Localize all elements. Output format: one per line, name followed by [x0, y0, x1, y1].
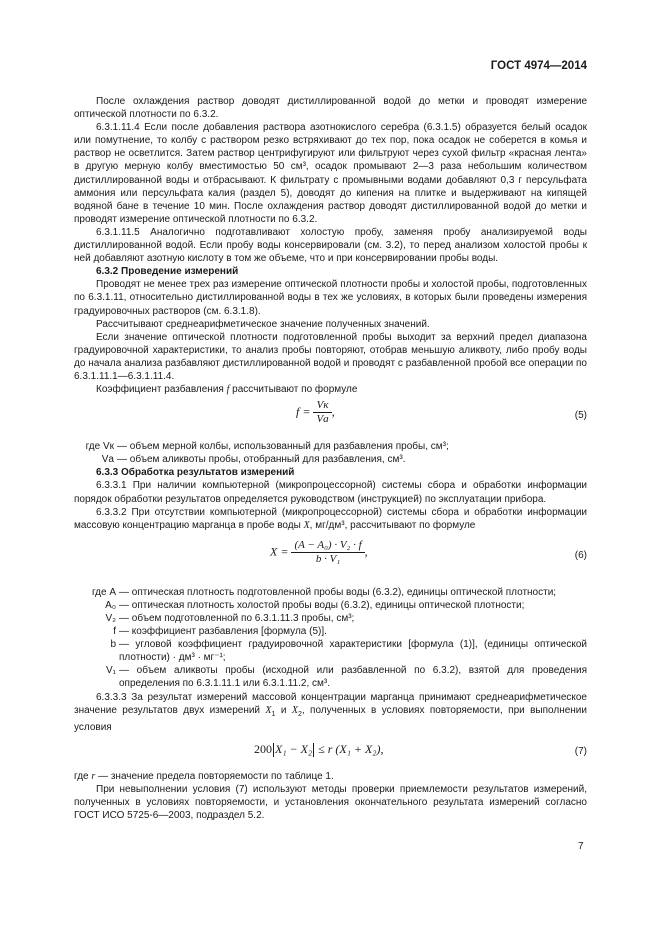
definition-text: — объем аликвоты пробы, отобранный для разбавления, см³.: [117, 454, 406, 466]
text: где: [74, 770, 92, 782]
formula-abs-inner: X₁ − X₂: [275, 741, 313, 756]
definition-text: — оптическая плотность подготовленной пробы воды (6.3.2), единицы оптической плотности;: [119, 586, 557, 598]
definition-text: — угловой коэффициент градуировочной характеристики [формула (1)], (единицы оптической плотности) · дм³ · мг⁻¹;: [119, 639, 587, 664]
fraction: [291, 539, 364, 566]
paragraph: При невыполнении условия (7) используют методы проверки приемлемости результатов измерений, полученных в условиях повторяемости, и установления окончательного результата измерений согласно ГОСТ ИСО 5725-6—2003, подраздел 5.2.: [74, 783, 587, 822]
paragraph-6-3-3-1: 6.3.3.1 При наличии компьютерной (микропроцессорной) системы сбора и обработки информации порядок обработки результатов определяется руководством (инструкцией) по эксплуатации прибора.: [74, 480, 587, 505]
formula-coefficient: 200: [254, 741, 272, 756]
formula-6-body: [270, 539, 368, 566]
subscript: 1: [271, 710, 276, 718]
abs-bar-left: [273, 743, 274, 757]
definitions-formula-5: [74, 440, 587, 466]
text: — значение предела повторяемости по таблице 1.: [95, 770, 334, 782]
paragraph: Рассчитывают среднеарифметическое значение полученных значений.: [96, 318, 430, 330]
definition-row: [74, 453, 587, 466]
abs-bar-right: [313, 743, 314, 757]
paragraph-6-3-3-3: [74, 691, 587, 734]
formula-eq: =: [280, 544, 289, 559]
formula-eq: =: [302, 404, 311, 419]
formula-5-body: [296, 399, 335, 426]
paragraph-6-3-3-2: [74, 506, 587, 532]
text: , мг/дм³, рассчитывают по формуле: [309, 519, 476, 531]
definition-symbol: V₁: [105, 665, 116, 677]
definition-symbol: A₀: [105, 599, 116, 611]
fraction-denominator: Vа: [316, 413, 329, 426]
text: Коэффициент разбавления: [96, 384, 227, 396]
definition-text: — коэффициент разбавления [формула (5)].: [119, 626, 327, 638]
section-heading-6-3-2: 6.3.2 Проведение измерений: [96, 266, 239, 278]
definition-row: [74, 664, 587, 690]
formula-lhs: f: [296, 404, 300, 419]
section-heading-6-3-3: 6.3.3 Обработка результатов измерений: [96, 467, 295, 479]
fraction-denominator: b · V₁: [315, 552, 341, 565]
paragraph-6-3-1-11-5: 6.3.1.11.5 Аналогично подготавливают холостую пробу, заменяя пробу анализируемой воды дистиллированной водой. Если пробу воды консервировали (см. 3.2), то перед анализом холостой пробы к ней добавляют азотную кислоту в том же объеме, что и при консервировании пробы воды.: [74, 226, 587, 265]
definition-text: — объем аликвоты пробы (исходной или разбавленной по 6.3.2), взятой для проведения определения по 6.3.1.11.1 или 6.3.1.11.2, см³.: [119, 665, 587, 690]
symbol-f: f: [226, 384, 230, 396]
definition-text: — объем подготовленной по 6.3.1.11.3 пробы, см³;: [119, 613, 355, 624]
page-content: [74, 95, 587, 822]
paragraph: Проводят не менее трех раз измерение оптической плотности пробы и холостой пробы, подготовленных по 6.3.1.11, относительно дистиллированной воды в тех же условиях, в которых были проведены измерения градуировочных растворов (см. 6.3.1.8).: [74, 279, 587, 317]
symbol-x: X: [303, 519, 310, 531]
definition-row: [74, 612, 587, 625]
symbol-x2: X: [291, 704, 298, 716]
paragraph: [74, 770, 587, 783]
formula-rhs: ≤ r (X₁ + X₂),: [318, 741, 384, 756]
paragraph-6-3-1-11-4: 6.3.1.11.4 Если после добавления раствора азотнокислого серебра (6.3.1.5) образуется белый осадок или помутнение, то колбу с раствором резко встряхивают до тех пор, пока осадок не соберется в комья и раствор не осветлится. Затем раствор центрифугируют или фильтруют через сухой фильтр «красная лента» в другую мерную колбу вместимостью 50 см³, осадок промывают 2—3 раза небольшим количеством дистиллированной воды и отбрасывают. К фильтрату с промывными водами добавляют 0,3 г персульфата аммония или персульфата калия (раздел 5), доводят до кипения на плитке и выдерживают на кипящей водяной бане в течение 10 мин. После охлаждения раствор доводят дистиллированной водой до метки и проводят измерение оптической плотности по 6.3.2.: [74, 122, 587, 225]
definition-text: — оптическая плотность холостой пробы воды (6.3.2), единицы оптической плотности;: [119, 599, 525, 611]
definition-text: — объем мерной колбы, использованный для разбавления пробы, см³;: [117, 441, 449, 453]
fraction-numerator: (A − A₀) · V₂ · f: [291, 539, 364, 553]
definition-symbol: где A: [91, 586, 116, 598]
text: 6.3.3.2 При отсутствии компьютерной (микропроцессорной) системы сбора и обработки информации массовую концентрацию марганца в пробе воды: [74, 506, 587, 531]
text: рассчитывают по формуле: [229, 384, 358, 396]
definition-symbol: Vа: [101, 454, 114, 466]
formula-tail: ,: [364, 544, 368, 559]
symbol-x1: X: [265, 704, 272, 716]
formula-6: [74, 535, 587, 583]
formula-5: [74, 399, 587, 437]
formula-7: [74, 737, 587, 767]
formula-number: (5): [574, 410, 587, 422]
page-number: 7: [578, 841, 584, 852]
fraction-numerator: Vк: [313, 399, 331, 413]
text: , полученных в условиях повторяемости, при выполнении условия: [74, 704, 587, 733]
paragraph: [74, 383, 587, 396]
formula-number: (7): [574, 745, 587, 757]
text: 6.3.3.3 За результат измерений массовой концентрации марганца принимают среднеарифметическое значение результатов двух измерений: [74, 691, 587, 716]
text: и: [275, 704, 292, 716]
definition-symbol: f: [113, 626, 116, 638]
symbol-r: r: [91, 770, 96, 782]
definition-row: [74, 599, 587, 612]
document-code-header: ГОСТ 4974—2014: [490, 60, 587, 72]
definitions-formula-6: [74, 586, 587, 691]
definition-row: [74, 440, 587, 453]
definition-symbol: где Vк: [85, 441, 114, 453]
fraction: [313, 399, 331, 426]
subscript: 2: [297, 710, 302, 718]
definition-row: [74, 625, 587, 638]
formula-tail: ,: [331, 404, 335, 419]
formula-number: (6): [574, 549, 587, 561]
definition-symbol: b: [110, 639, 116, 651]
definition-row: [74, 638, 587, 664]
definition-symbol: V₂: [105, 613, 116, 624]
definition-row: [74, 586, 587, 599]
paragraph: Если значение оптической плотности подготовленной пробы выходит за верхний предел диапазона градуировочной характеристики, то анализ пробы повторяют, отобрав меньшую аликвоту, либо пробу воды до начала анализа разбавляют дистиллированной водой и проводят с разбавленной пробой все операции по 6.3.1.11.1—6.3.1.11.4.: [74, 331, 587, 382]
formula-lhs: X: [270, 544, 278, 559]
formula-7-body: [254, 743, 383, 757]
paragraph: После охлаждения раствор доводят дистиллированной водой до метки и проводят измерение оптической плотности по 6.3.2.: [74, 96, 587, 121]
